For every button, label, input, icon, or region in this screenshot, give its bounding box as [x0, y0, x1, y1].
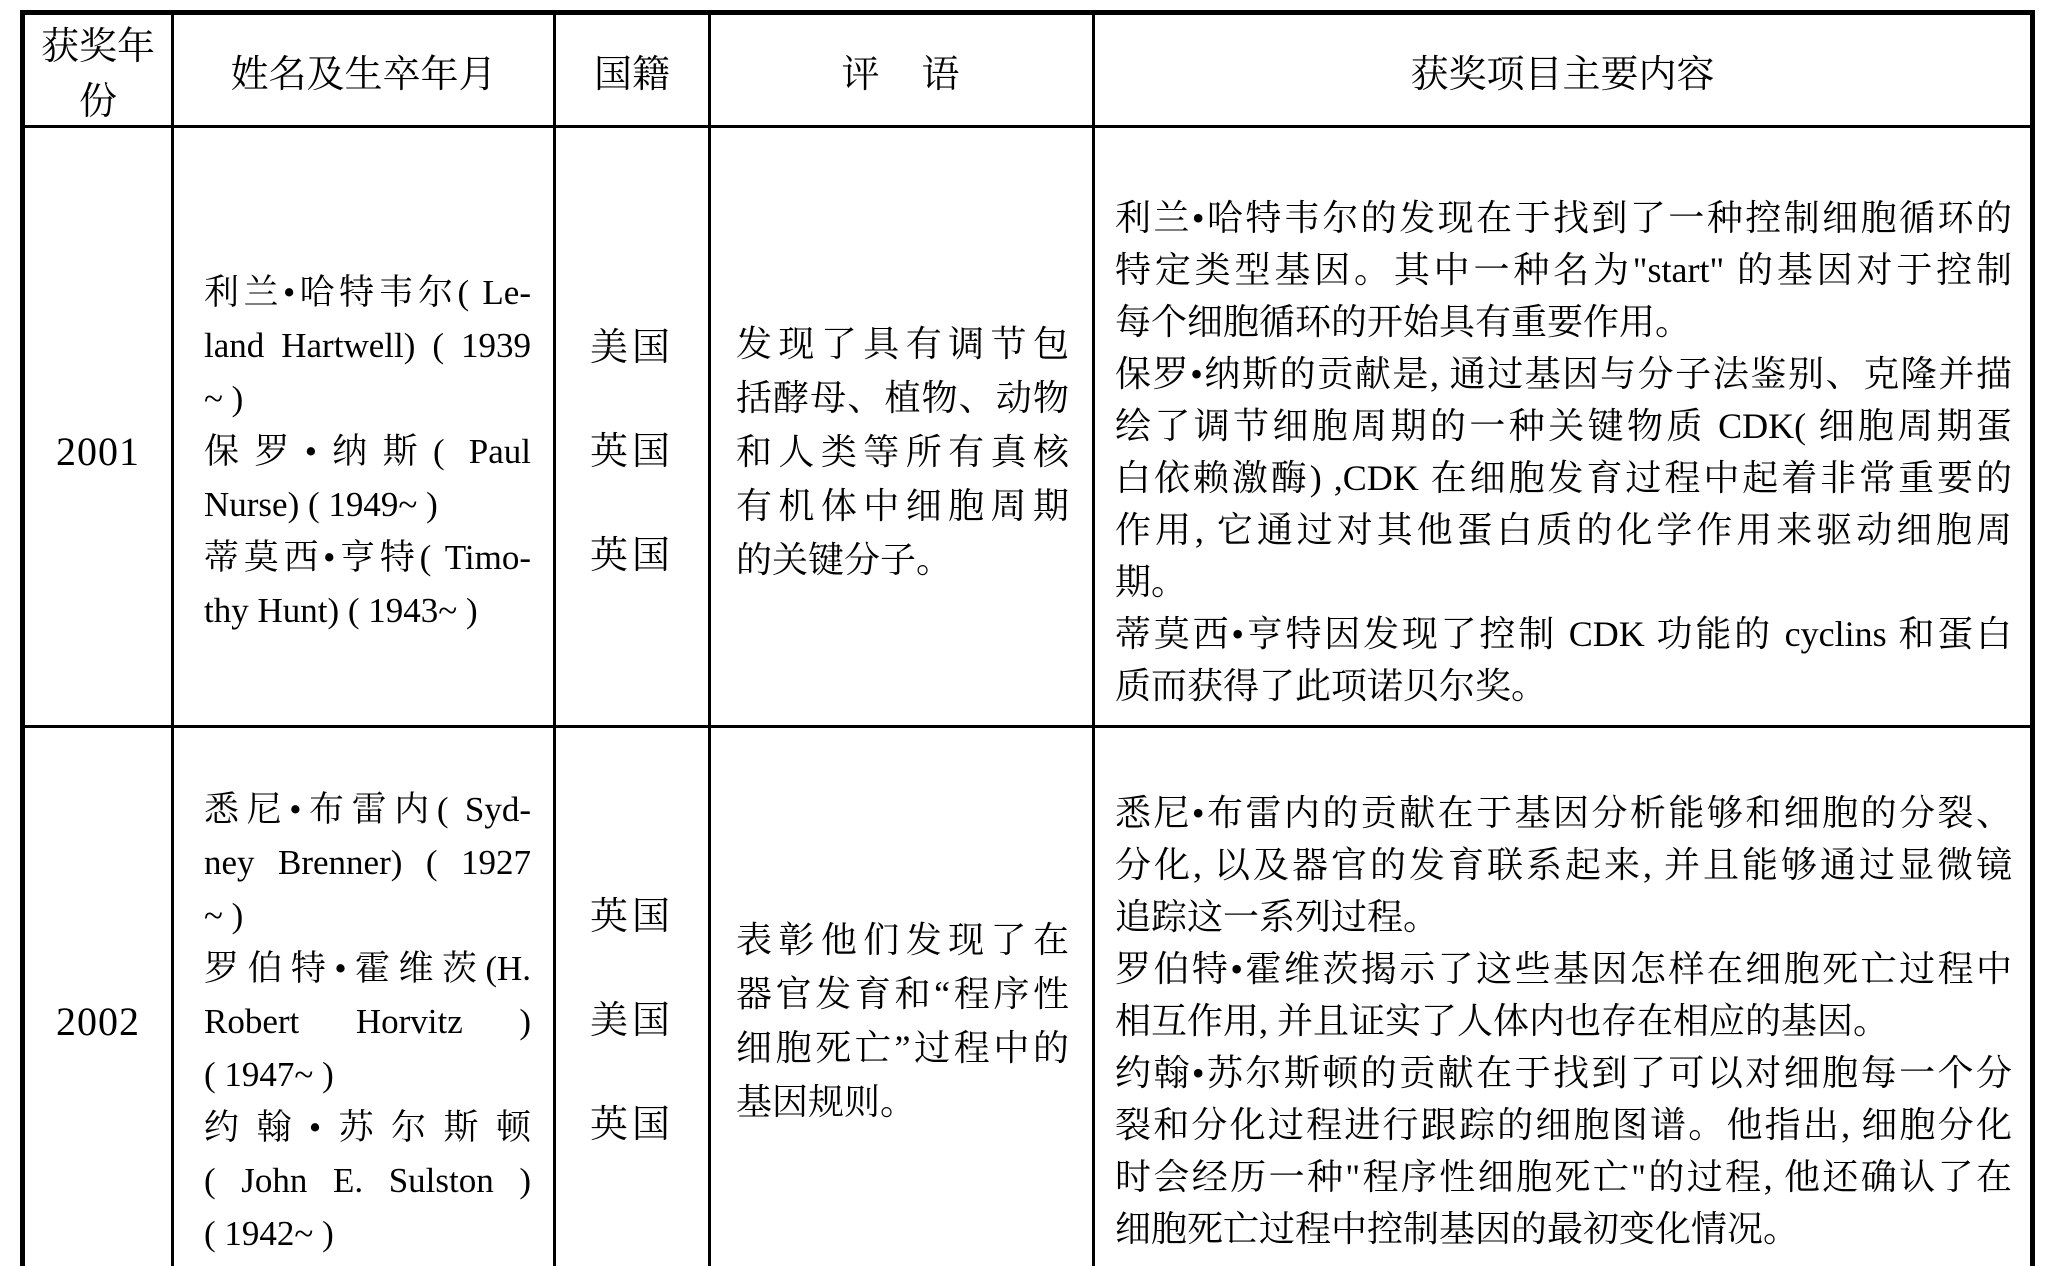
year-cell: 2002 [23, 727, 173, 1266]
content-line: 蒂莫西•亨特因发现了控制 CDK 功能的 cyclins 和蛋白 [1115, 613, 2012, 654]
nationality: 英国 [589, 896, 674, 938]
year-cell: 2001 [23, 127, 173, 727]
content-line: 细胞死亡过程中控制基因的最初变化情况。 [1115, 1209, 1800, 1249]
header-nationality: 国籍 [555, 13, 710, 127]
name-line: 蒂莫西•亨特( Timo- [204, 538, 531, 577]
content-line: 时会经历一种"程序性细胞死亡"的过程, 他还确认了在 [1115, 1157, 2012, 1197]
citation-line: 细胞死亡”过程中的 [736, 1028, 1069, 1068]
name-line: Robert Horvitz ) [204, 1001, 531, 1041]
content-line: 期。 [1115, 561, 1188, 602]
header-award-year: 获奖年份 [23, 13, 173, 127]
content-line: 每个细胞循环的开始具有重要作用。 [1115, 301, 1692, 342]
nationality: 美国 [589, 326, 674, 369]
citation-cell [710, 727, 1094, 1266]
name-line: ( 1947~ ) [204, 1054, 334, 1094]
content-line: 分化, 以及器官的发育联系起来, 并且能够通过显微镜 [1115, 845, 2012, 885]
nationality: 美国 [589, 1000, 674, 1042]
citation-line: 表彰他们发现了在 [736, 920, 1069, 960]
nobel-prize-table [20, 10, 2035, 1266]
header-project-content: 获奖项目主要内容 [1094, 13, 2033, 127]
content-line: 追踪这一系列过程。 [1115, 897, 1440, 937]
project-content-cell [1094, 127, 2033, 727]
citation-line: 有机体中细胞周期 [736, 485, 1069, 526]
name-line: ( John E. Sulston ) [204, 1160, 531, 1200]
header-name-dates: 姓名及生卒年月 [173, 13, 555, 127]
content-line: 相互作用, 并且证实了人体内也存在相应的基因。 [1115, 1001, 1890, 1041]
citation-cell [710, 127, 1094, 727]
name-line: ( 1942~ ) [204, 1213, 334, 1253]
content-line: 裂和分化过程进行跟踪的细胞图谱。他指出, 细胞分化 [1115, 1105, 2012, 1145]
content-line: 罗伯特•霍维茨揭示了这些基因怎样在细胞死亡过程中 [1115, 949, 2012, 989]
name-line: Nurse) ( 1949~ ) [204, 485, 438, 524]
name-line: ~ ) [204, 379, 244, 418]
nationality-stack [556, 894, 708, 1148]
name-line: 保罗•纳斯( Paul [204, 432, 531, 471]
nationality-stack [556, 325, 708, 579]
name-line: 约翰•苏尔斯顿 [204, 1107, 531, 1147]
nationality: 英国 [589, 430, 674, 473]
content-line: 绘了调节细胞周期的一种关键物质 CDK( 细胞周期蛋 [1115, 405, 2012, 446]
table-row-2002 [23, 727, 2033, 1266]
name-line: 罗伯特•霍维茨(H. [204, 948, 531, 988]
content-line: 约翰•苏尔斯顿的贡献在于找到了可以对细胞每一个分 [1115, 1053, 2012, 1093]
nationality: 英国 [589, 1104, 674, 1146]
nationality-cell [555, 127, 710, 727]
citation-line: 器官发育和“程序性 [736, 974, 1069, 1014]
citation-line: 括酵母、植物、动物 [736, 377, 1069, 418]
content-line: 悉尼•布雷内的贡献在于基因分析能够和细胞的分裂、 [1115, 793, 2012, 833]
project-content-cell [1094, 727, 2033, 1266]
name-line: thy Hunt) ( 1943~ ) [204, 591, 478, 630]
table-row-2001 [23, 127, 2033, 727]
citation-line: 基因规则。 [736, 1082, 917, 1122]
laureate-names-cell [173, 127, 555, 727]
name-line: ~ ) [204, 895, 244, 935]
citation-line: 发现了具有调节包 [736, 323, 1069, 364]
citation-line: 的关键分子。 [736, 539, 953, 580]
name-line: 悉尼•布雷内( Syd- [204, 789, 531, 829]
nationality: 英国 [589, 534, 674, 577]
name-line: land Hartwell) ( 1939 [204, 326, 531, 365]
citation-line: 和人类等所有真核 [736, 431, 1069, 472]
content-line: 白依赖激酶) ,CDK 在细胞发育过程中起着非常重要的 [1115, 457, 2012, 498]
nationality-cell [555, 727, 710, 1266]
content-line: 特定类型基因。其中一种名为"start" 的基因对于控制 [1115, 249, 2012, 290]
header-row [23, 13, 2033, 127]
content-line: 质而获得了此项诺贝尔奖。 [1115, 665, 1548, 706]
content-line: 利兰•哈特韦尔的发现在于找到了一种控制细胞循环的 [1115, 197, 2012, 238]
content-line: 作用, 它通过对其他蛋白质的化学作用来驱动细胞周 [1115, 509, 2012, 550]
content-line: 保罗•纳斯的贡献是, 通过基因与分子法鉴别、克隆并描 [1115, 353, 2012, 394]
laureate-names-cell [173, 727, 555, 1266]
name-line: ney Brenner) ( 1927 [204, 842, 531, 882]
header-citation: 评 语 [710, 13, 1094, 127]
name-line: 利兰•哈特韦尔( Le- [204, 273, 531, 312]
